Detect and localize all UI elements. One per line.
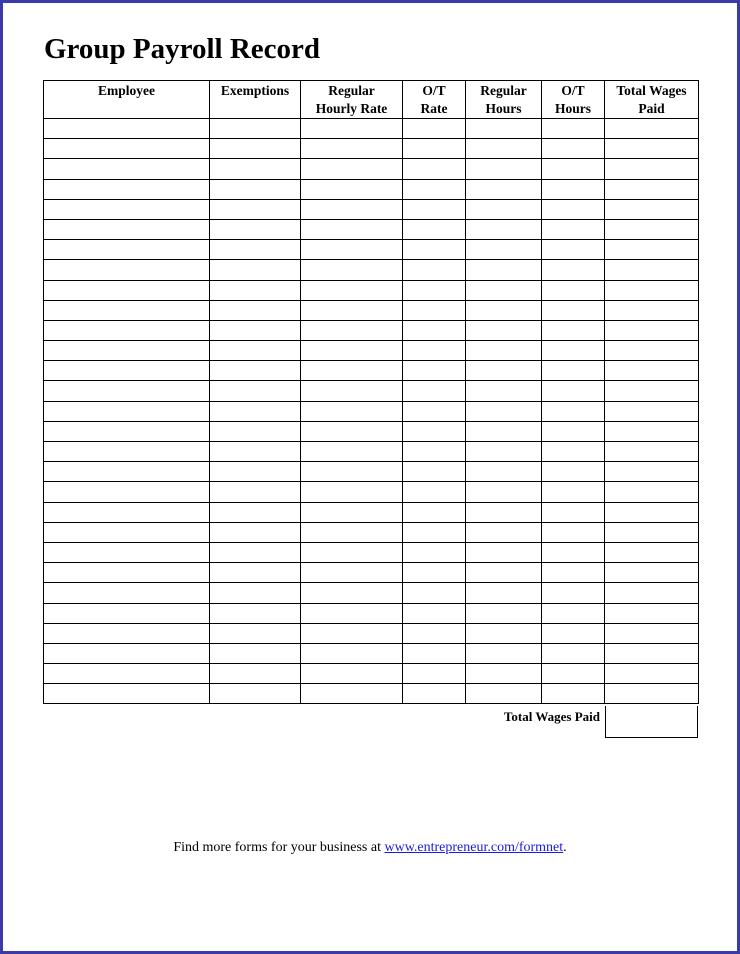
cell-employee[interactable] <box>44 522 210 542</box>
cell-regular-hourly-rate[interactable] <box>301 139 403 159</box>
cell-exemptions[interactable] <box>210 643 301 663</box>
cell-regular-hourly-rate[interactable] <box>301 542 403 562</box>
cell-regular-hours[interactable] <box>466 482 542 502</box>
cell-ot-rate[interactable] <box>403 401 466 421</box>
cell-regular-hourly-rate[interactable] <box>301 361 403 381</box>
cell-regular-hours[interactable] <box>466 361 542 381</box>
cell-employee[interactable] <box>44 542 210 562</box>
cell-ot-rate[interactable] <box>403 421 466 441</box>
cell-total-wages-paid[interactable] <box>605 219 699 239</box>
cell-total-wages-paid[interactable] <box>605 199 699 219</box>
cell-ot-hours[interactable] <box>542 159 605 179</box>
cell-regular-hourly-rate[interactable] <box>301 260 403 280</box>
cell-ot-rate[interactable] <box>403 320 466 340</box>
cell-regular-hourly-rate[interactable] <box>301 502 403 522</box>
cell-ot-rate[interactable] <box>403 381 466 401</box>
cell-ot-hours[interactable] <box>542 482 605 502</box>
cell-ot-hours[interactable] <box>542 240 605 260</box>
cell-regular-hours[interactable] <box>466 320 542 340</box>
cell-regular-hours[interactable] <box>466 462 542 482</box>
cell-regular-hours[interactable] <box>466 199 542 219</box>
cell-exemptions[interactable] <box>210 300 301 320</box>
cell-regular-hourly-rate[interactable] <box>301 219 403 239</box>
cell-ot-hours[interactable] <box>542 260 605 280</box>
cell-regular-hourly-rate[interactable] <box>301 684 403 704</box>
cell-regular-hourly-rate[interactable] <box>301 583 403 603</box>
cell-exemptions[interactable] <box>210 522 301 542</box>
cell-exemptions[interactable] <box>210 119 301 139</box>
cell-ot-hours[interactable] <box>542 563 605 583</box>
cell-regular-hourly-rate[interactable] <box>301 563 403 583</box>
cell-regular-hours[interactable] <box>466 502 542 522</box>
table-row <box>44 522 699 542</box>
table-row <box>44 381 699 401</box>
cell-ot-hours[interactable] <box>542 442 605 462</box>
cell-regular-hourly-rate[interactable] <box>301 664 403 684</box>
cell-employee[interactable] <box>44 280 210 300</box>
table-row <box>44 462 699 482</box>
footer-link[interactable]: www.entrepreneur.com/formnet <box>384 840 564 855</box>
cell-ot-rate[interactable] <box>403 442 466 462</box>
cell-ot-hours[interactable] <box>542 219 605 239</box>
cell-exemptions[interactable] <box>210 240 301 260</box>
cell-ot-hours[interactable] <box>542 179 605 199</box>
cell-ot-hours[interactable] <box>542 139 605 159</box>
footer-text: Find more forms for your business at <box>173 840 385 855</box>
column-header-regular-hourly-rate: Regular Hourly Rate <box>301 81 403 119</box>
column-header-ot-rate: O/T Rate <box>403 81 466 119</box>
cell-total-wages-paid[interactable] <box>605 139 699 159</box>
cell-employee[interactable] <box>44 442 210 462</box>
cell-ot-hours[interactable] <box>542 320 605 340</box>
cell-regular-hours[interactable] <box>466 643 542 663</box>
cell-regular-hourly-rate[interactable] <box>301 401 403 421</box>
cell-exemptions[interactable] <box>210 179 301 199</box>
cell-exemptions[interactable] <box>210 219 301 239</box>
cell-regular-hours[interactable] <box>466 300 542 320</box>
cell-total-wages-paid[interactable] <box>605 563 699 583</box>
cell-regular-hourly-rate[interactable] <box>301 462 403 482</box>
cell-ot-rate[interactable] <box>403 563 466 583</box>
cell-ot-rate[interactable] <box>403 139 466 159</box>
cell-exemptions[interactable] <box>210 603 301 623</box>
cell-total-wages-paid[interactable] <box>605 462 699 482</box>
cell-ot-hours[interactable] <box>542 502 605 522</box>
cell-employee[interactable] <box>44 300 210 320</box>
cell-exemptions[interactable] <box>210 623 301 643</box>
footer-note <box>3 839 737 857</box>
cell-total-wages-paid[interactable] <box>605 623 699 643</box>
cell-exemptions[interactable] <box>210 421 301 441</box>
cell-ot-rate[interactable] <box>403 603 466 623</box>
cell-regular-hours[interactable] <box>466 219 542 239</box>
table-row <box>44 542 699 562</box>
cell-total-wages-paid[interactable] <box>605 664 699 684</box>
table-row <box>44 583 699 603</box>
cell-total-wages-paid[interactable] <box>605 240 699 260</box>
cell-employee[interactable] <box>44 361 210 381</box>
cell-employee[interactable] <box>44 664 210 684</box>
cell-regular-hours[interactable] <box>466 381 542 401</box>
cell-ot-rate[interactable] <box>403 361 466 381</box>
cell-total-wages-paid[interactable] <box>605 361 699 381</box>
cell-ot-rate[interactable] <box>403 482 466 502</box>
cell-employee[interactable] <box>44 139 210 159</box>
cell-exemptions[interactable] <box>210 139 301 159</box>
cell-regular-hourly-rate[interactable] <box>301 442 403 462</box>
cell-employee[interactable] <box>44 199 210 219</box>
cell-exemptions[interactable] <box>210 280 301 300</box>
cell-exemptions[interactable] <box>210 482 301 502</box>
cell-exemptions[interactable] <box>210 199 301 219</box>
cell-ot-hours[interactable] <box>542 623 605 643</box>
cell-ot-hours[interactable] <box>542 199 605 219</box>
cell-regular-hourly-rate[interactable] <box>301 643 403 663</box>
table-row <box>44 219 699 239</box>
cell-ot-hours[interactable] <box>542 341 605 361</box>
cell-ot-rate[interactable] <box>403 159 466 179</box>
table-row <box>44 603 699 623</box>
cell-total-wages-paid[interactable] <box>605 442 699 462</box>
cell-regular-hours[interactable] <box>466 684 542 704</box>
cell-ot-rate[interactable] <box>403 583 466 603</box>
cell-employee[interactable] <box>44 219 210 239</box>
cell-ot-hours[interactable] <box>542 462 605 482</box>
cell-employee[interactable] <box>44 320 210 340</box>
cell-total-wages-paid[interactable] <box>605 603 699 623</box>
cell-ot-rate[interactable] <box>403 684 466 704</box>
cell-ot-hours[interactable] <box>542 361 605 381</box>
payroll-table <box>43 80 699 704</box>
cell-exemptions[interactable] <box>210 159 301 179</box>
cell-total-wages-paid[interactable] <box>605 522 699 542</box>
cell-regular-hours[interactable] <box>466 664 542 684</box>
table-row <box>44 179 699 199</box>
cell-ot-hours[interactable] <box>542 119 605 139</box>
cell-ot-rate[interactable] <box>403 260 466 280</box>
cell-regular-hourly-rate[interactable] <box>301 179 403 199</box>
table-row <box>44 401 699 421</box>
table-row <box>44 320 699 340</box>
total-wages-label: Total Wages Paid <box>503 709 600 724</box>
cell-employee[interactable] <box>44 482 210 502</box>
header-row <box>44 81 699 119</box>
table-row <box>44 623 699 643</box>
cell-ot-hours[interactable] <box>542 522 605 542</box>
table-row <box>44 442 699 462</box>
column-header-employee: Employee <box>44 81 210 119</box>
cell-regular-hourly-rate[interactable] <box>301 381 403 401</box>
cell-exemptions[interactable] <box>210 381 301 401</box>
cell-employee[interactable] <box>44 240 210 260</box>
cell-ot-rate[interactable] <box>403 643 466 663</box>
cell-exemptions[interactable] <box>210 563 301 583</box>
cell-ot-rate[interactable] <box>403 179 466 199</box>
cell-total-wages-paid[interactable] <box>605 320 699 340</box>
cell-regular-hourly-rate[interactable] <box>301 341 403 361</box>
cell-employee[interactable] <box>44 381 210 401</box>
cell-exemptions[interactable] <box>210 462 301 482</box>
table-row <box>44 563 699 583</box>
cell-employee[interactable] <box>44 159 210 179</box>
cell-exemptions[interactable] <box>210 502 301 522</box>
cell-total-wages-paid[interactable] <box>605 300 699 320</box>
cell-regular-hours[interactable] <box>466 280 542 300</box>
cell-regular-hours[interactable] <box>466 542 542 562</box>
cell-regular-hourly-rate[interactable] <box>301 199 403 219</box>
cell-regular-hours[interactable] <box>466 179 542 199</box>
cell-employee[interactable] <box>44 583 210 603</box>
column-header-exemptions: Exemptions <box>210 81 301 119</box>
cell-total-wages-paid[interactable] <box>605 381 699 401</box>
cell-employee[interactable] <box>44 643 210 663</box>
cell-ot-rate[interactable] <box>403 119 466 139</box>
cell-ot-hours[interactable] <box>542 643 605 663</box>
cell-exemptions[interactable] <box>210 341 301 361</box>
cell-ot-rate[interactable] <box>403 462 466 482</box>
cell-regular-hours[interactable] <box>466 341 542 361</box>
cell-ot-rate[interactable] <box>403 664 466 684</box>
cell-employee[interactable] <box>44 623 210 643</box>
cell-ot-hours[interactable] <box>542 421 605 441</box>
cell-total-wages-paid[interactable] <box>605 341 699 361</box>
page-title: Group Payroll Record <box>44 33 321 65</box>
cell-regular-hourly-rate[interactable] <box>301 240 403 260</box>
cell-regular-hourly-rate[interactable] <box>301 159 403 179</box>
cell-regular-hourly-rate[interactable] <box>301 421 403 441</box>
cell-ot-rate[interactable] <box>403 502 466 522</box>
cell-ot-hours[interactable] <box>542 583 605 603</box>
cell-regular-hourly-rate[interactable] <box>301 119 403 139</box>
cell-employee[interactable] <box>44 421 210 441</box>
table-row <box>44 341 699 361</box>
cell-regular-hourly-rate[interactable] <box>301 300 403 320</box>
cell-total-wages-paid[interactable] <box>605 401 699 421</box>
cell-total-wages-paid[interactable] <box>605 482 699 502</box>
cell-ot-rate[interactable] <box>403 542 466 562</box>
cell-total-wages-paid[interactable] <box>605 159 699 179</box>
table-row <box>44 260 699 280</box>
cell-regular-hourly-rate[interactable] <box>301 623 403 643</box>
column-header-regular-hours: Regular Hours <box>466 81 542 119</box>
cell-regular-hourly-rate[interactable] <box>301 280 403 300</box>
cell-ot-rate[interactable] <box>403 219 466 239</box>
cell-regular-hours[interactable] <box>466 442 542 462</box>
table-row <box>44 482 699 502</box>
cell-ot-hours[interactable] <box>542 300 605 320</box>
column-header-total-wages-paid: Total Wages Paid <box>605 81 699 119</box>
cell-total-wages-paid[interactable] <box>605 280 699 300</box>
cell-ot-hours[interactable] <box>542 684 605 704</box>
cell-ot-hours[interactable] <box>542 603 605 623</box>
table-row <box>44 139 699 159</box>
cell-ot-hours[interactable] <box>542 381 605 401</box>
cell-regular-hourly-rate[interactable] <box>301 522 403 542</box>
cell-employee[interactable] <box>44 563 210 583</box>
table-row <box>44 643 699 663</box>
cell-exemptions[interactable] <box>210 542 301 562</box>
cell-ot-hours[interactable] <box>542 280 605 300</box>
cell-employee[interactable] <box>44 179 210 199</box>
cell-regular-hourly-rate[interactable] <box>301 603 403 623</box>
cell-employee[interactable] <box>44 502 210 522</box>
cell-regular-hours[interactable] <box>466 119 542 139</box>
cell-ot-rate[interactable] <box>403 623 466 643</box>
cell-regular-hourly-rate[interactable] <box>301 482 403 502</box>
cell-regular-hours[interactable] <box>466 563 542 583</box>
footer-suffix: . <box>563 840 567 855</box>
cell-employee[interactable] <box>44 462 210 482</box>
cell-employee[interactable] <box>44 603 210 623</box>
cell-regular-hours[interactable] <box>466 623 542 643</box>
cell-exemptions[interactable] <box>210 583 301 603</box>
cell-exemptions[interactable] <box>210 260 301 280</box>
table-row <box>44 664 699 684</box>
cell-regular-hours[interactable] <box>466 240 542 260</box>
table-row <box>44 280 699 300</box>
table-row <box>44 361 699 381</box>
cell-employee[interactable] <box>44 119 210 139</box>
cell-ot-hours[interactable] <box>542 542 605 562</box>
cell-ot-rate[interactable] <box>403 199 466 219</box>
table-row <box>44 300 699 320</box>
cell-exemptions[interactable] <box>210 401 301 421</box>
cell-regular-hours[interactable] <box>466 401 542 421</box>
cell-ot-rate[interactable] <box>403 240 466 260</box>
cell-total-wages-paid[interactable] <box>605 643 699 663</box>
cell-employee[interactable] <box>44 341 210 361</box>
table-row <box>44 119 699 139</box>
table-body <box>44 119 699 704</box>
table-row <box>44 159 699 179</box>
table-row <box>44 421 699 441</box>
cell-ot-hours[interactable] <box>542 664 605 684</box>
column-header-ot-hours: O/T Hours <box>542 81 605 119</box>
cell-ot-rate[interactable] <box>403 300 466 320</box>
cell-exemptions[interactable] <box>210 320 301 340</box>
cell-total-wages-paid[interactable] <box>605 119 699 139</box>
cell-total-wages-paid[interactable] <box>605 684 699 704</box>
cell-total-wages-paid[interactable] <box>605 542 699 562</box>
cell-ot-rate[interactable] <box>403 522 466 542</box>
table-row <box>44 240 699 260</box>
table-row <box>44 502 699 522</box>
cell-total-wages-paid[interactable] <box>605 260 699 280</box>
cell-ot-rate[interactable] <box>403 341 466 361</box>
total-wages-field[interactable] <box>605 706 698 738</box>
cell-employee[interactable] <box>44 260 210 280</box>
cell-regular-hours[interactable] <box>466 139 542 159</box>
table-row <box>44 684 699 704</box>
cell-regular-hours[interactable] <box>466 603 542 623</box>
cell-total-wages-paid[interactable] <box>605 583 699 603</box>
cell-regular-hours[interactable] <box>466 421 542 441</box>
cell-regular-hours[interactable] <box>466 583 542 603</box>
cell-exemptions[interactable] <box>210 684 301 704</box>
cell-regular-hourly-rate[interactable] <box>301 320 403 340</box>
cell-exemptions[interactable] <box>210 442 301 462</box>
table-row <box>44 199 699 219</box>
cell-total-wages-paid[interactable] <box>605 421 699 441</box>
cell-exemptions[interactable] <box>210 664 301 684</box>
cell-ot-rate[interactable] <box>403 280 466 300</box>
cell-exemptions[interactable] <box>210 361 301 381</box>
cell-employee[interactable] <box>44 401 210 421</box>
cell-ot-hours[interactable] <box>542 401 605 421</box>
cell-total-wages-paid[interactable] <box>605 179 699 199</box>
cell-regular-hours[interactable] <box>466 522 542 542</box>
cell-regular-hours[interactable] <box>466 260 542 280</box>
cell-total-wages-paid[interactable] <box>605 502 699 522</box>
cell-employee[interactable] <box>44 684 210 704</box>
cell-regular-hours[interactable] <box>466 159 542 179</box>
